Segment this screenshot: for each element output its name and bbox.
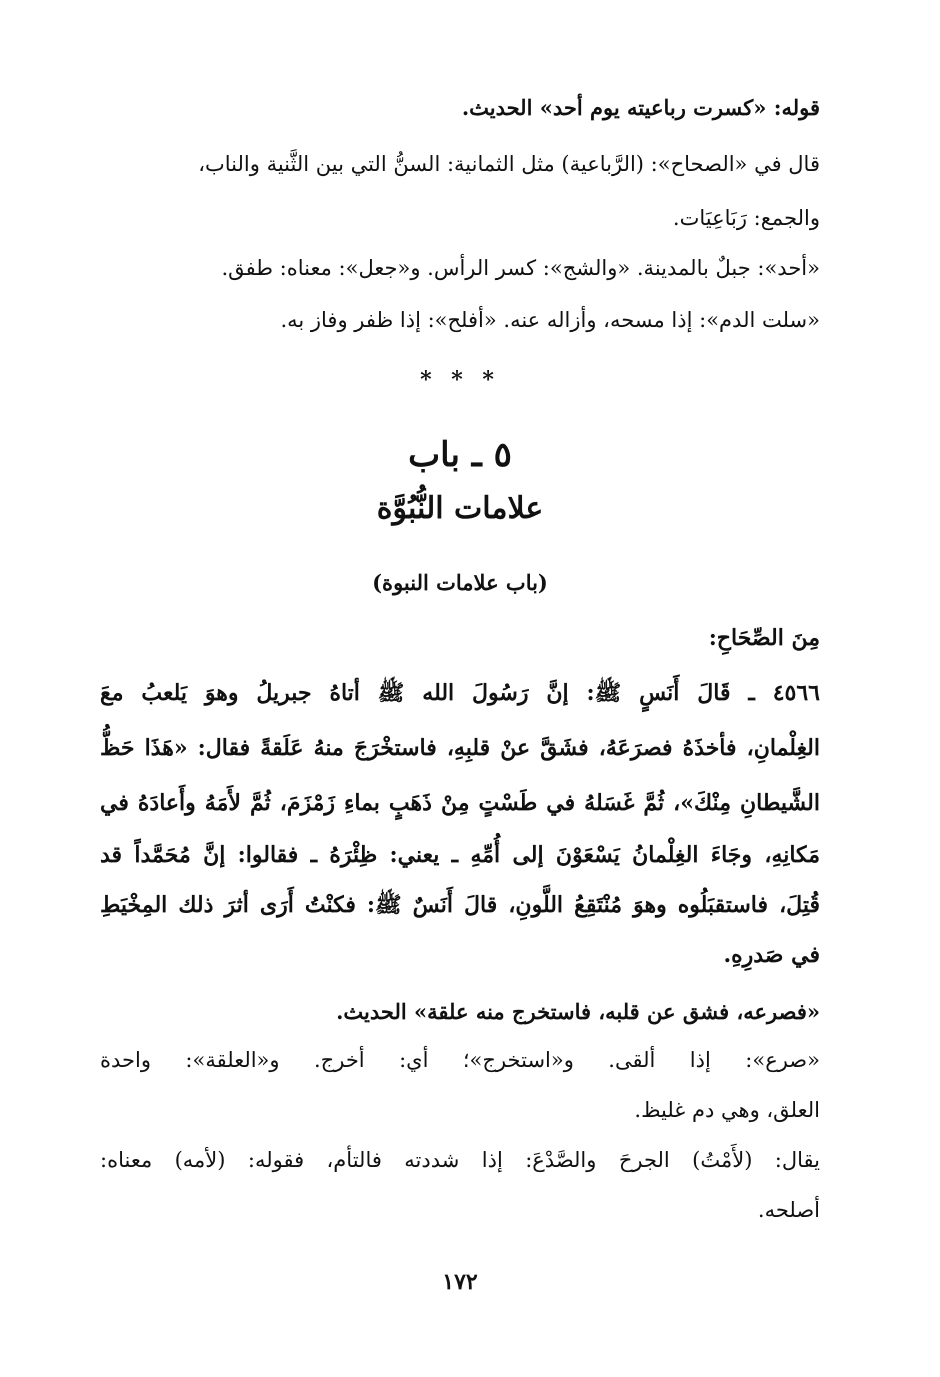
commentary-line: يقال: (لأَمْتُ) الجرحَ والصَّدْعَ: إذا شددته فالتأم، فقوله: (لأمه) معناه: [100, 1148, 820, 1172]
commentary-line: أصلحه. [757, 1198, 820, 1222]
hadith-line: مَكانِهِ، وجَاءَ الغِلْمانُ يَسْعَوْنَ إلى أُمِّهِ ـ يعني: ظِئْرَهُ ـ فقالوا: إنَّ مُحَمَّداً قد [100, 842, 820, 868]
page-number: ١٧٢ [442, 1269, 478, 1295]
hadith-line: ٤٥٦٦ ـ قَالَ أَنَسٍ ﷺ: إنَّ رَسُولَ الله ﷺ أتاهُ جبريلُ وهوَ يَلعبُ معَ [100, 680, 820, 706]
note-line: والجمع: رَبَاعِيَات. [672, 206, 820, 230]
chapter-title: علامات النُّبُوَّة [376, 491, 544, 526]
hadith-line: قُتِلَ، فاستقبَلُوه وهوَ مُنْتَقِعُ اللَّونِ، قالَ أَنَسٌ ﷺ: فكنْتُ أَرَى أثرَ ذلك المِخْيَطِ [100, 892, 820, 918]
hadith-line: في صَدرِهِ. [723, 942, 820, 968]
chapter-subtitle: (باب علامات النبوة) [372, 570, 548, 595]
note-line: «سلت الدم»: إذا مسحه، وأزاله عنه. «أفلح»: إذا ظفر وفاز به. [280, 308, 820, 332]
hadith-line: الغِلْمانِ، فأخذَهُ فصرَعَهُ، فشَقَّ عنْ قلبِهِ، فاستخْرَجَ منهُ عَلَقةً فقال: «هَذَا حَظُّ [100, 735, 820, 761]
book-page [100, 0, 820, 1377]
note-line: قوله: «كسرت رباعيته يوم أحد» الحديث. [461, 95, 820, 120]
commentary-line: العلق، وهي دم غليظ. [634, 1098, 820, 1122]
section-label: مِنَ الصِّحَاحِ: [708, 625, 820, 651]
chapter-heading: ٥ ـ باب [408, 435, 512, 475]
section-separator: * * * [420, 367, 500, 393]
commentary-line: «فصرعه، فشق عن قلبه، فاستخرج منه علقة» الحديث. [336, 999, 820, 1024]
note-line: قال في «الصحاح»: (الرَّباعية) مثل الثمانية: السنُّ التي بين الثَّنية والناب، [198, 152, 820, 176]
note-line: «أحد»: جبلٌ بالمدينة. «والشج»: كسر الرأس. و«جعل»: معناه: طفق. [221, 256, 820, 280]
hadith-line: الشَّيطانِ مِنْكَ»، ثُمَّ غَسَلهُ في طَسْتٍ مِنْ ذَهَبٍ بماءِ زَمْزَمَ، ثُمَّ لأَمَهُ وأَعادَهُ في [100, 790, 820, 816]
commentary-line: «صرع»: إذا ألقى. و«استخرج»؛ أي: أخرج. و«العلقة»: واحدة [100, 1048, 820, 1072]
